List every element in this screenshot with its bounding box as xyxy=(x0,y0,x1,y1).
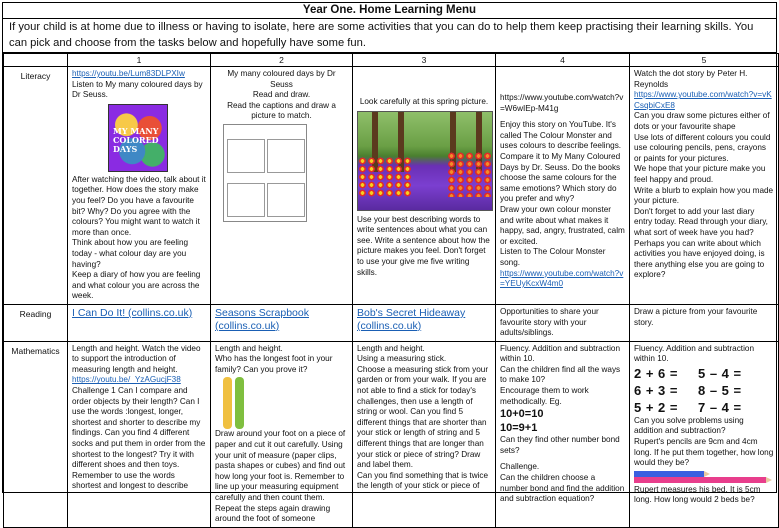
cell-text: Keep a diary of how you are feeling and what colour you are across the week. xyxy=(72,270,201,301)
reading-cell-3 xyxy=(353,304,496,341)
cell-text: Using a measuring stick. xyxy=(357,354,447,364)
sum: 6 + 3 = xyxy=(634,382,678,398)
maths-cell-5 xyxy=(630,341,779,527)
worksheet-box xyxy=(227,183,265,217)
cell-text: Watch the dot story by Peter H. Reynolds xyxy=(634,69,748,89)
column-header-4: 4 xyxy=(496,54,630,67)
cell-text: My many coloured days by Dr Seuss xyxy=(227,69,336,89)
sum: 5 + 2 = xyxy=(634,399,678,415)
cell-text: Can they find other number bond sets? xyxy=(500,435,620,455)
maths-cell-2 xyxy=(211,341,353,527)
cell-text: Encourage them to work methodically. Eg. xyxy=(500,386,589,406)
cell-text: Who has the longest foot in your family? Can you prove it? xyxy=(215,354,333,374)
column-header-3: 3 xyxy=(353,54,496,67)
sum-grid xyxy=(634,365,774,416)
cell-text: Length and height. xyxy=(215,343,283,353)
cell-text: Enjoy this story on YouTube. It's called The Colour Monster and uses colours to describe feelings. Compare it to My Many Coloured Days by Dr. Seuss. Do the books choose the same colours for the same emotions? Which story do you prefer and why? xyxy=(500,120,622,204)
pink-pencil xyxy=(634,477,766,483)
cell-text: Use your best describing words to write sentences about what you can see. Write a sentence about how the picture makes you feel. Don't forget to use your give me five writing skills. xyxy=(357,214,490,277)
literacy-cell-5 xyxy=(630,67,779,305)
worksheet-box xyxy=(227,139,265,173)
cell-text: Use lots of different colours you could use colouring pencils, pens, crayons or paints for your pictures. xyxy=(634,132,771,163)
book-cover-title: MY MANY COLORED DAYS xyxy=(113,125,159,154)
cell-text: Can the children choose a number bond and find the addition and subtraction equation? xyxy=(500,473,625,504)
book-link-seasons-scrapbook[interactable]: Seasons Scrapbook (collins.co.uk) xyxy=(215,306,309,332)
worksheet-box xyxy=(267,183,305,217)
reading-row xyxy=(4,304,779,341)
page-title: Year One. Home Learning Menu xyxy=(3,3,776,19)
maths-cell-1 xyxy=(68,341,211,527)
cell-text: Can the children find all the ways to make 10? xyxy=(500,364,621,385)
cell-text: Choose a measuring stick from your garden or from your walk. If you are not able to find a stick for today's challenges, then use a length of string or wool. Can you find 5 different things that are shorter than your stick or length of string and 5 different things that are longer than your stick or piece of string? Draw and label them. xyxy=(357,364,489,470)
literacy-cell-1 xyxy=(68,67,211,305)
cell-text: Can you draw some pictures either of dots or your favourite shape xyxy=(634,111,770,131)
length-video-link[interactable]: https://youtu.be/_YzAGucjF38 xyxy=(72,375,181,385)
cell-text: Can you find something that is twice the length of your stick or piece of xyxy=(357,470,489,491)
menu-table xyxy=(3,53,779,528)
reading-cell-2 xyxy=(211,304,353,341)
literacy-cell-4 xyxy=(496,67,630,305)
cell-text: We hope that your picture make you feel happy and proud. xyxy=(634,164,766,184)
literacy-cell-3 xyxy=(353,67,496,305)
song-link[interactable]: https://www.youtube.com/watch?v=YEUyKcxW4m0 xyxy=(500,268,624,289)
worksheet-box xyxy=(267,139,305,173)
foot-cutout xyxy=(223,377,232,429)
book-link-bobs-secret-hideaway[interactable]: Bob's Secret Hideaway (collins.co.uk) xyxy=(357,306,466,332)
column-header-blank xyxy=(4,54,68,67)
column-header-1: 1 xyxy=(68,54,211,67)
literacy-row xyxy=(4,67,779,305)
sum: 2 + 6 = xyxy=(634,365,678,381)
cell-text: Fluency. Addition and subtraction within 10. xyxy=(634,343,755,364)
cell-text: Can you solve problems using addition and subtraction? xyxy=(634,415,744,436)
cell-text: Look carefully at this spring picture. xyxy=(359,97,489,106)
tulip-bed xyxy=(358,157,413,197)
row-label-reading: Reading xyxy=(4,304,68,341)
sum: 7 – 4 = xyxy=(698,399,742,415)
maths-cell-4 xyxy=(496,341,630,527)
cell-text: Think about how you are feeling today - what colour day are you having? xyxy=(72,238,189,269)
row-label-maths: Mathematics xyxy=(4,341,68,527)
cell-text: Draw your own colour monster and write about what makes it happy, sad, angry, frustrated, calm or excited. xyxy=(500,204,625,246)
dot-story-link[interactable]: https://www.youtube.com/watch?v=vKCsqbiCxE8 xyxy=(634,90,772,110)
sum: 5 – 4 = xyxy=(698,365,742,381)
video-url-text: https://www.youtube.com/watch?v=W6wIEp-M41g xyxy=(500,93,624,113)
column-header-5: 5 xyxy=(630,54,779,67)
cell-text: Listen to My many coloured days by Dr Seuss. xyxy=(72,79,203,100)
cell-text: Fluency. Addition and subtraction within 10. xyxy=(500,343,621,364)
book-cover-image xyxy=(108,104,168,172)
maths-row xyxy=(4,341,779,527)
worksheet-image xyxy=(223,124,307,222)
cell-text: Don't forget to add your last diary entry today. Read through your diary, what sort of week have you had? Perhaps you can write about which activities you have enjoyed doing, is there anything else you are going to explore? xyxy=(634,206,768,280)
learning-menu-sheet xyxy=(2,2,777,524)
cell-text: Challenge 1 Can I compare and order objects by their length? Can I use the words :longest, longer, shortest and shorter to describe my findings. Can you find 4 different socks and put them in order from the shortest to the longest? Try it with different shoes and then toys. Remember to use the words shortest and longest to describe xyxy=(72,386,206,491)
reading-cell-5: Draw a picture from your favourite story. xyxy=(630,304,779,341)
equation: 10+0=10 xyxy=(500,408,544,421)
foot-measure-image xyxy=(219,377,255,429)
cell-text: Rupert measures his bed. It is 5cm long. How long would 2 beds be? xyxy=(634,484,761,505)
maths-cell-3 xyxy=(353,341,496,527)
pencils-image xyxy=(634,471,766,483)
column-header-2: 2 xyxy=(211,54,353,67)
cell-text: After watching the video, talk about it together. How does the story make you feel? Do you have a favourite bit? Why? Do you agree with the colours? You might want to watch it more than once. xyxy=(72,174,206,237)
reading-cell-1 xyxy=(68,304,211,341)
cell-text: Listen to The Colour Monster song. xyxy=(500,247,606,267)
cell-text: Draw around your foot on a piece of paper and cut it out carefully. Using your unit of measure (paper clips, pasta shapes or cubes) and find out how long your foot is. Remember to line up your measuring equipment carefully and then count them. Repeat the steps again drawing around the foot of someone xyxy=(215,429,346,524)
intro-paragraph: If your child is at home due to illness or having to isolate, here are some activities that you can do to help them keep practising their learning skills. You can pick and choose from the tasks below and hopefully have some fun. xyxy=(3,19,776,53)
reading-cell-4: Opportunities to share your favourite story with your adults/siblings. xyxy=(496,304,630,341)
cell-text: Challenge. xyxy=(500,462,540,472)
equation: 10=9+1 xyxy=(500,422,538,435)
row-label-literacy: Literacy xyxy=(4,67,68,305)
cell-text: Length and height. xyxy=(357,343,425,353)
literacy-cell-2 xyxy=(211,67,353,305)
column-header-row xyxy=(4,54,779,67)
cell-text: Rupert's pencils are 9cm and 4cm long. If he put them together, how long would they be? xyxy=(634,437,774,468)
tulip-bed xyxy=(447,152,492,197)
book-link-i-can-do-it[interactable]: I Can Do It! (collins.co.uk) xyxy=(72,306,193,319)
cell-text: Read and draw. xyxy=(252,90,311,100)
cell-text: Read the captions and draw a picture to match. xyxy=(227,100,336,121)
sum: 8 – 5 = xyxy=(698,382,742,398)
spring-picture xyxy=(357,111,493,211)
cell-text: Length and height. Watch the video to support the introduction of measuring length and height. xyxy=(72,343,201,374)
video-link[interactable]: https://youtu.be/Lum83DLPXIw xyxy=(72,69,185,78)
cell-text: Write a blurb to explain how you made your picture. xyxy=(634,185,774,206)
foot-cutout xyxy=(235,377,244,429)
